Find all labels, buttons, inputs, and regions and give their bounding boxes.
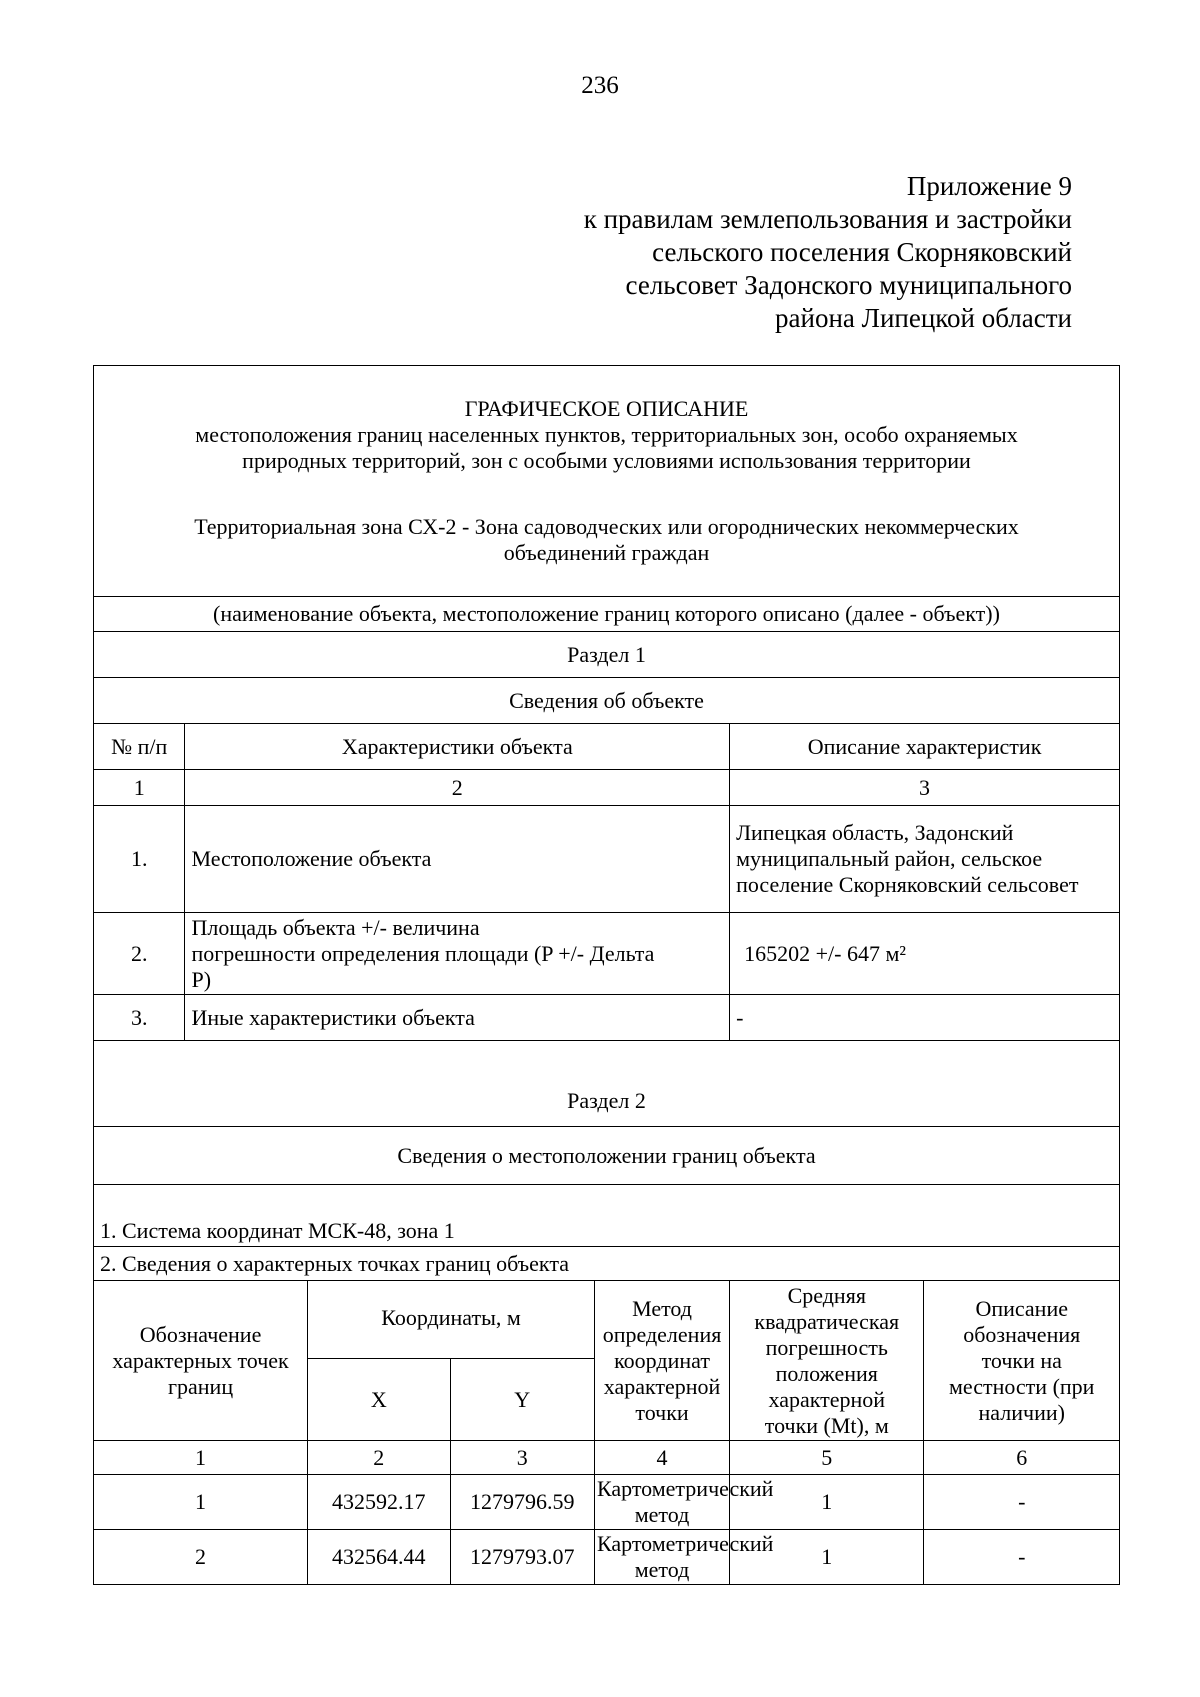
table-row: [94, 1475, 1120, 1530]
header-line: Описание: [975, 1295, 1068, 1321]
value-line: поселение Скорняковский сельсовет: [736, 872, 1079, 897]
row-number: 2.: [94, 913, 185, 995]
header-line: Обозначение: [139, 1321, 262, 1347]
column-header: Описание характеристик: [730, 724, 1120, 770]
method-line: Картометрический: [596, 1531, 774, 1556]
name-line: P): [191, 966, 212, 992]
header-line: характерных точек: [112, 1347, 289, 1373]
value-line: Липецкая область, Задонский: [736, 820, 1014, 845]
header-line: обозначения: [963, 1321, 1081, 1347]
point-x: 432564.44: [308, 1530, 450, 1585]
header-line: границ: [168, 1373, 234, 1399]
object-note: (наименование объекта, местоположение границ которого описано (далее - объект)): [94, 597, 1120, 632]
x-header: X: [308, 1359, 450, 1441]
appendix-line: района Липецкой области: [775, 303, 1072, 333]
header-line: погрешность: [765, 1334, 888, 1360]
y-header: Y: [450, 1359, 594, 1441]
point-y: 1279796.59: [450, 1475, 594, 1530]
characteristic-name: [185, 913, 730, 995]
row-number: 3.: [94, 995, 185, 1041]
appendix-line: к правилам землепользования и застройки: [583, 204, 1072, 234]
description-header: [924, 1281, 1120, 1441]
document-subtitle: местоположения границ населенных пунктов, территориальных зон, особо охраняемых: [195, 422, 1018, 447]
error-header: [730, 1281, 924, 1441]
zone-name: Территориальная зона СХ-2 - Зона садоводческих или огороднических некоммерческих: [194, 514, 1019, 539]
characteristic-name: Иные характеристики объекта: [185, 995, 730, 1041]
header-line: координат: [614, 1347, 710, 1373]
column-number: 2: [308, 1441, 450, 1475]
point-mt: 1: [730, 1530, 924, 1585]
appendix-line: Приложение 9: [906, 171, 1072, 201]
point-method: [594, 1475, 774, 1530]
point-description: -: [924, 1475, 1120, 1530]
section1-title: Раздел 1: [94, 632, 1120, 678]
method-line: Картометрический: [596, 1476, 774, 1501]
header-line: местности (при: [948, 1373, 1095, 1399]
column-number: 3: [450, 1441, 594, 1475]
document-subtitle: природных территорий, зон с особыми условиями использования территории: [242, 448, 971, 473]
point-mt: 1: [730, 1475, 924, 1530]
point-id: 1: [94, 1475, 308, 1530]
column-header: № п/п: [94, 724, 185, 770]
table-row: [94, 806, 1120, 913]
page-number: 236: [581, 72, 619, 99]
document-title: ГРАФИЧЕСКОЕ ОПИСАНИЕ: [464, 396, 749, 421]
row-number: 1.: [94, 806, 185, 913]
value-line: муниципальный район, сельское: [736, 846, 1043, 871]
header-line: Метод: [632, 1295, 692, 1321]
method-line: метод: [634, 1557, 690, 1582]
zone-name: объединений граждан: [503, 540, 710, 565]
point-y: 1279793.07: [450, 1530, 594, 1585]
characteristic-name: Местоположение объекта: [185, 806, 730, 913]
coordinates-header: Координаты, м: [308, 1281, 595, 1359]
header-line: характерной: [768, 1386, 886, 1412]
header-line: квадратическая: [754, 1308, 900, 1334]
points-title: 2. Сведения о характерных точках границ объекта: [94, 1247, 1120, 1281]
column-number: 4: [594, 1441, 729, 1475]
table-row: [94, 913, 1120, 995]
column-header: Характеристики объекта: [185, 724, 730, 770]
characteristic-value: 165202 +/- 647 м²: [730, 913, 1120, 995]
column-number: 5: [730, 1441, 924, 1475]
header-line: определения: [602, 1321, 722, 1347]
section2-subtitle: Сведения о местоположении границ объекта: [94, 1127, 1120, 1185]
name-line: погрешности определения площади (P +/- Дельта: [191, 940, 655, 966]
section2-title: Раздел 2: [94, 1041, 1120, 1127]
header-line: точки на: [981, 1347, 1062, 1373]
table-row: [94, 995, 1120, 1041]
appendix-header: [584, 170, 1072, 335]
column-number: 1: [94, 770, 185, 806]
column-number: 6: [924, 1441, 1120, 1475]
point-x: 432592.17: [308, 1475, 450, 1530]
method-line: метод: [634, 1502, 690, 1527]
header-line: точки (Mt), м: [764, 1412, 889, 1438]
designation-header: [94, 1281, 308, 1441]
header-line: положения: [775, 1360, 878, 1386]
document-title-block: [94, 366, 1120, 597]
section1-subtitle: Сведения об объекте: [94, 678, 1120, 724]
characteristic-value: [730, 806, 1120, 913]
header-line: наличии): [978, 1399, 1065, 1425]
name-line: Площадь объекта +/- величина: [191, 914, 480, 940]
column-number: 3: [730, 770, 1120, 806]
table-row: [94, 1530, 1120, 1585]
coordinate-system: 1. Система координат МСК-48, зона 1: [94, 1185, 1120, 1247]
header-line: характерной точки: [603, 1373, 721, 1425]
point-description: -: [924, 1530, 1120, 1585]
point-id: 2: [94, 1530, 308, 1585]
characteristic-value: -: [730, 995, 1120, 1041]
appendix-line: сельского поселения Скорняковский: [652, 237, 1072, 267]
appendix-line: сельсовет Задонского муниципального: [625, 270, 1072, 300]
header-line: Средняя: [787, 1282, 866, 1308]
column-number: 1: [94, 1441, 308, 1475]
graphic-description-table: [93, 365, 1120, 1585]
method-header: [594, 1281, 729, 1441]
point-method: [594, 1530, 774, 1585]
column-number: 2: [185, 770, 730, 806]
